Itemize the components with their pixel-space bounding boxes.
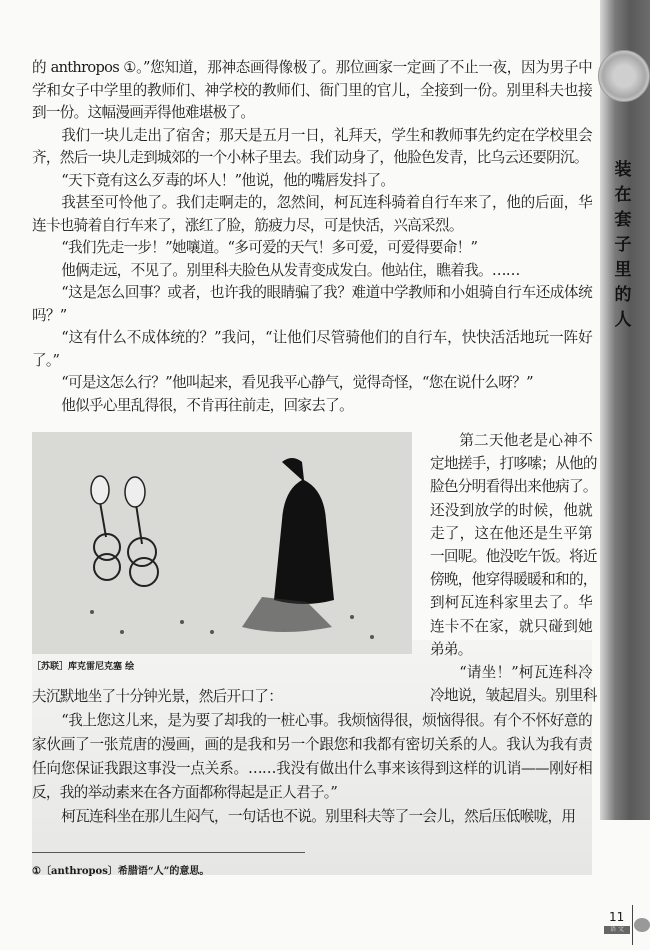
text-line: 家伙画了一张荒唐的漫画，画的是我和另一个跟您和我都有密切关系的人。我认为我有责 [32,736,592,753]
chapter-title-char: 里 [614,260,632,280]
chapter-title-vertical [612,158,634,333]
text-line: “可是这怎么行？”他叫起来，看见我平心静气，觉得奇怪，“您在说什么呀？” [61,374,533,391]
text-line: “我上您这儿来，是为要了却我的一桩心事。我烦恼得很，烦恼得很。有个不怀好意的 [61,712,592,729]
illustration-cartoon [32,432,412,654]
text-line: 的 anthropos ①。”您知道，那神态画得像极了。那位画家一定画了不止一夜，因为男子中 [32,59,592,76]
text-line: 学和女子中学里的教师们、神学校的教师们、衙门里的官儿，全接到一份。别里科夫也接 [32,81,592,99]
text-line: 一回呢。他没吃午饭。将近 [430,548,597,566]
emblem-icon [598,50,650,102]
decorative-side-band [600,0,650,820]
text-line: 他似乎心里乱得很，不肯再往前走，回家去了。 [61,396,353,414]
page-number: 11 [609,910,625,924]
text-line: 到一份。这幅漫画弄得他难堪极了。 [32,104,255,121]
chapter-title-char: 子 [614,235,632,255]
text-line: “这有什么不成体统的？”我问，“让他们尽管骑他们的自行车，快快活活地玩一阵好 [61,329,592,346]
text-line: 柯瓦连科坐在那儿生闷气，一句话也不说。别里科夫等了一会儿，然后压低喉咙，用 [61,808,576,825]
body-text-top [32,57,592,417]
text-line: 我甚至可怜他了。我们走啊走的，忽然间，柯瓦连科骑着自行车来了，他的后面，华 [61,194,592,211]
chapter-title-char: 在 [614,185,632,205]
body-text-bottom [32,685,597,829]
text-line: 反，我的举动素来在各方面都称得起是正人君子。” [32,784,338,801]
text-line: “这是怎么回事？或者，也许我的眼睛骗了我？难道中学教师和小姐骑自行车还成体统 [61,284,592,301]
text-line: 还没到放学的时候，他就 [430,501,592,519]
body-text-right-column [430,429,597,707]
text-line: 吗？” [32,306,67,324]
text-line: 了。” [32,351,60,369]
text-line: 齐，然后一块儿走到城郊的一个小林子里去。我们动身了，他脸色发青，比乌云还要阴沉。 [32,149,588,166]
text-line: 夫沉默地坐了十分钟光景，然后开口了： [32,688,283,705]
chapter-title-char: 人 [614,310,632,330]
text-line: 冷地说，皱起眉头。别里科 [430,687,597,705]
footnote-divider [32,852,305,853]
chapter-title-char: 的 [614,285,632,305]
page-corner-icon [634,918,650,932]
footnote: ①〔anthropos〕希腊语“人”的意思。 [32,866,210,877]
text-line: 连卡也骑着自行车来了，涨红了脸，筋疲力尽，可是快活，兴高采烈。 [32,216,463,234]
illustration-caption: ［苏联］库克雷尼克塞 绘 [32,662,135,672]
text-line: 连卡不在家，就只碰到她 [430,617,592,635]
text-line: 弟弟。 [430,640,472,658]
chapter-title-char: 套 [614,210,632,230]
text-line: 任向您保证我跟这事没一点关系。……我没有做出什么事来该得到这样的讥诮——刚好相 [32,760,592,777]
text-line: “我们先走一步！”她嚷道。“多可爱的天气！多可爱，可爱得要命！” [61,239,478,256]
text-line: “请坐！”柯瓦连科冷 [459,664,592,682]
text-line: 脸色分明看得出来他病了。 [430,478,597,496]
text-line: 他俩走远，不见了。别里科夫脸色从发青变成发白。他站住，瞧着我。…… [61,261,520,279]
page-number-divider [632,905,633,945]
page-subject-label: 语 文 [604,926,630,934]
text-line: 傍晚，他穿得暖暖和和的， [430,571,597,589]
text-line: “天下竟有这么歹毒的坏人！”他说，他的嘴唇发抖了。 [61,171,395,189]
text-line: 到柯瓦连科家里去了。华 [430,594,592,612]
chapter-title-char: 装 [614,160,632,180]
text-line: 定地搓手，打哆嗦；从他的 [430,455,597,473]
text-line: 第二天他老是心神不 [459,432,592,449]
text-line: 我们一块儿走出了宿舍；那天是五月一日，礼拜天，学生和教师事先约定在学校里会 [61,126,592,144]
text-line: 走了，这在他还是生平第 [430,524,592,542]
